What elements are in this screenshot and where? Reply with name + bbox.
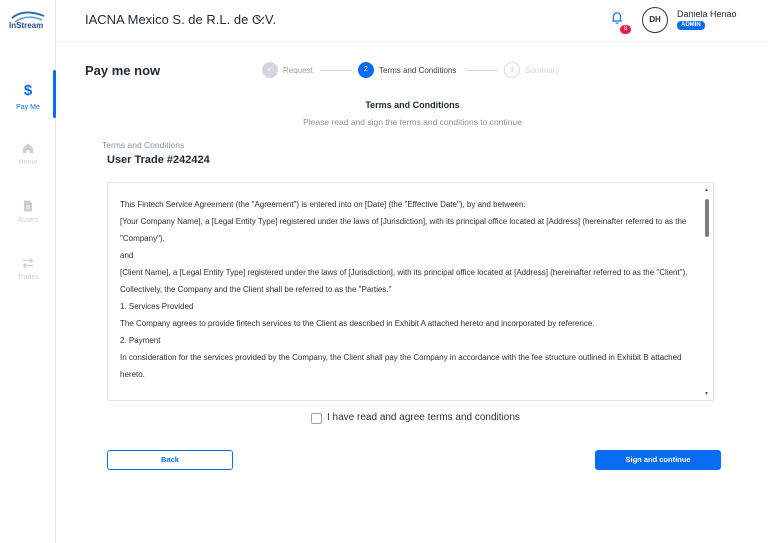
sign-and-continue-button[interactable]: Sign and continue xyxy=(595,450,721,470)
bell-icon[interactable] xyxy=(610,10,624,26)
swap-arrows-icon xyxy=(21,256,35,270)
step-connector xyxy=(466,70,498,71)
sidebar-item-label: Home xyxy=(18,159,38,166)
back-button[interactable]: Back xyxy=(107,450,233,470)
step-1-label: Request xyxy=(283,66,313,75)
terms-scroll-area[interactable] xyxy=(107,182,714,401)
sidebar-item-label: Pay Me xyxy=(16,104,40,111)
step-1-complete-check-icon: ✓ xyxy=(262,62,278,78)
scrollbar[interactable] xyxy=(704,187,710,397)
sidebar-item-label: Trades xyxy=(17,274,39,281)
terms-heading: Terms and Conditions xyxy=(365,100,460,110)
document-label: Terms and Conditions xyxy=(102,140,185,150)
terms-paragraph: Collectively, the Company and the Client shall be referred to as the "Parties." xyxy=(120,285,392,294)
dollar-icon: $ xyxy=(23,82,33,99)
avatar[interactable]: DH xyxy=(642,7,668,33)
step-2-label: Terms and Conditions xyxy=(379,66,457,75)
agree-label[interactable]: I have read and agree terms and conditions xyxy=(327,412,520,423)
user-name: Daniela Henao xyxy=(677,9,737,19)
terms-paragraph: [Client Name], a [Legal Entity Type] registered under the laws of [Jurisdiction], with its principal office located at [Address] (hereinafter referred to as the "Client"). xyxy=(120,268,688,277)
company-selector[interactable]: IACNA Mexico S. de R.L. de C.V. xyxy=(85,12,276,27)
terms-paragraph: The Company agrees to provide fintech services to the Client as described in Exhibit A attached hereto and incorporated by reference. xyxy=(120,319,595,328)
terms-paragraph: and xyxy=(120,251,134,260)
document-icon xyxy=(21,199,35,213)
terms-text xyxy=(120,196,698,383)
sidebar xyxy=(0,0,56,543)
top-header xyxy=(57,0,768,42)
notification-badge: 8 xyxy=(620,25,631,34)
step-connector xyxy=(320,70,352,71)
terms-paragraph: [Your Company Name], a [Legal Entity Type] registered under the laws of [Jurisdiction], with its principal office located at [Address] (hereinafter referred to as the "Company"), xyxy=(120,217,687,243)
step-3-label: Summary xyxy=(525,66,560,75)
terms-paragraph: In consideration for the services provided by the Company, the Client shall pay the Company in accordance with the fee structure outlined in Exhibit B attached hereto. xyxy=(120,353,682,379)
brand-name: InStream xyxy=(9,21,44,30)
agree-checkbox[interactable] xyxy=(311,413,322,424)
terms-subheading: Please read and sign the terms and conditions to continue xyxy=(303,117,522,127)
step-3-number: 3 xyxy=(504,62,520,78)
terms-paragraph: This Fintech Service Agreement (the "Agreement") is entered into on [Date] (the "Effective Date"), by and between: xyxy=(120,200,526,209)
sidebar-item-trades[interactable] xyxy=(0,256,56,281)
active-indicator xyxy=(53,70,56,118)
sidebar-item-home[interactable] xyxy=(0,141,56,166)
terms-paragraph: 2. Payment xyxy=(120,336,161,345)
role-badge: ADMIN xyxy=(677,21,705,30)
scroll-thumb[interactable] xyxy=(705,199,709,237)
home-icon xyxy=(21,141,35,155)
terms-paragraph: 1. Services Provided xyxy=(120,302,194,311)
scroll-up-arrow-icon[interactable]: ▲ xyxy=(704,187,709,193)
stepper xyxy=(262,62,592,80)
scroll-down-arrow-icon[interactable]: ▼ xyxy=(704,391,709,397)
page-title: Pay me now xyxy=(85,63,161,78)
sidebar-item-assets[interactable] xyxy=(0,199,56,224)
document-title: User Trade #242424 xyxy=(107,154,210,166)
step-2-number: 2 xyxy=(358,62,374,78)
sidebar-item-label: Assets xyxy=(17,217,39,224)
chevron-down-icon[interactable] xyxy=(254,14,266,24)
